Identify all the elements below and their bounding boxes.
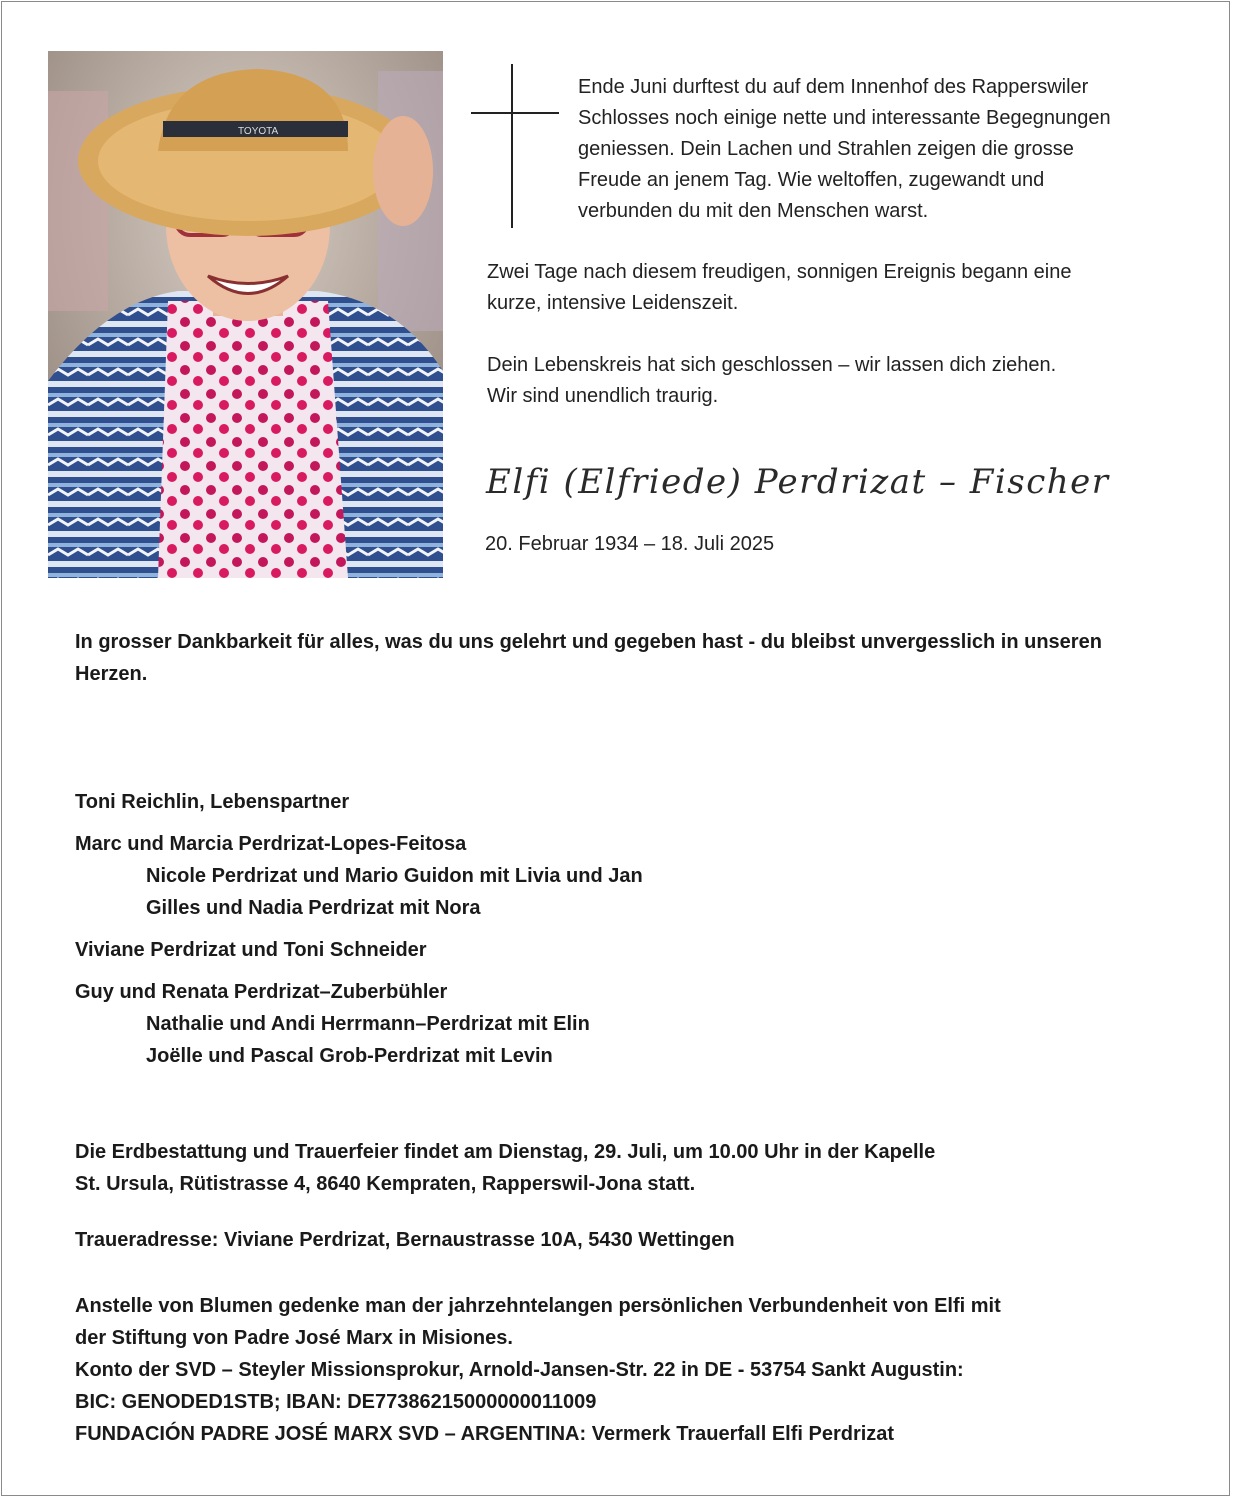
deceased-name: Elfi (Elfriede) Perdrizat – Fischer xyxy=(486,462,1110,502)
funeral-details xyxy=(75,1136,935,1200)
hat-band-text: TOYOTA xyxy=(238,126,279,137)
cross-icon xyxy=(511,64,513,228)
mourner-line: Guy und Renata Perdrizat–Zuberbühler xyxy=(75,981,448,1003)
mourner-line: Joëlle und Pascal Grob-Perdrizat mit Levin xyxy=(146,1045,553,1067)
poem-stanza-3 xyxy=(487,350,1056,412)
poem-line: Zwei Tage nach diesem freudigen, sonnigen Ereignis begann eine xyxy=(487,261,1072,283)
poem-stanza-2 xyxy=(487,257,1071,319)
mourner-line: Viviane Perdrizat und Toni Schneider xyxy=(75,939,427,961)
mourner-line: Marc und Marcia Perdrizat-Lopes-Feitosa xyxy=(75,833,467,855)
poem-line: Wir sind unendlich traurig. xyxy=(487,385,719,407)
donation-line: BIC: GENODED1STB; IBAN: DE77386215000000011009 xyxy=(75,1391,597,1413)
portrait-photo xyxy=(48,51,443,578)
poem-stanza-1 xyxy=(578,72,1111,227)
mourner-line: Toni Reichlin, Lebenspartner xyxy=(75,791,350,813)
cross-icon-bar xyxy=(471,112,559,114)
mourner-line: Gilles und Nadia Perdrizat mit Nora xyxy=(146,897,481,919)
mourners-list xyxy=(75,786,643,1072)
mourner-line: Nathalie und Andi Herrmann–Perdrizat mit Elin xyxy=(146,1013,590,1035)
funeral-line: St. Ursula, Rütistrasse 4, 8640 Kempraten, Rapperswil-Jona statt. xyxy=(75,1173,696,1195)
donation-line: FUNDACIÓN PADRE JOSÉ MARX SVD – ARGENTINA: Vermerk Trauerfall Elfi Perdrizat xyxy=(75,1423,895,1445)
poem-line: geniessen. Dein Lachen und Strahlen zeigen die grosse xyxy=(578,138,1074,160)
mourning-address xyxy=(75,1224,735,1256)
address-line: Traueradresse: Viviane Perdrizat, Bernaustrasse 10A, 5430 Wettingen xyxy=(75,1229,735,1251)
donation-line: der Stiftung von Padre José Marx in Misiones. xyxy=(75,1327,513,1349)
gratitude-text: In grosser Dankbarkeit für alles, was du uns gelehrt und gegeben hast - du bleibst unvergesslich in unseren Herzen. xyxy=(75,631,1102,685)
life-dates: 20. Februar 1934 – 18. Juli 2025 xyxy=(485,533,775,555)
funeral-line: Die Erdbestattung und Trauerfeier findet am Dienstag, 29. Juli, um 10.00 Uhr in der Kapelle xyxy=(75,1141,936,1163)
donation-details xyxy=(75,1290,1001,1450)
poem-line: kurze, intensive Leidenszeit. xyxy=(487,292,739,314)
donation-line: Konto der SVD – Steyler Missionsprokur, Arnold-Jansen-Str. 22 in DE - 53754 Sankt Augustin: xyxy=(75,1359,964,1381)
mourner-line: Nicole Perdrizat und Mario Guidon mit Livia und Jan xyxy=(146,865,643,887)
donation-line: Anstelle von Blumen gedenke man der jahrzehntelangen persönlichen Verbundenheit von Elfi mit xyxy=(75,1295,1001,1317)
poem-line: Schlosses noch einige nette und interessante Begegnungen xyxy=(578,107,1111,129)
poem-line: Dein Lebenskreis hat sich geschlossen – wir lassen dich ziehen. xyxy=(487,354,1057,376)
poem-line: Freude an jenem Tag. Wie weltoffen, zugewandt und xyxy=(578,169,1045,191)
poem-line: Ende Juni durftest du auf dem Innenhof des Rapperswiler xyxy=(578,76,1089,98)
poem-line: verbunden du mit den Menschen warst. xyxy=(578,200,929,222)
